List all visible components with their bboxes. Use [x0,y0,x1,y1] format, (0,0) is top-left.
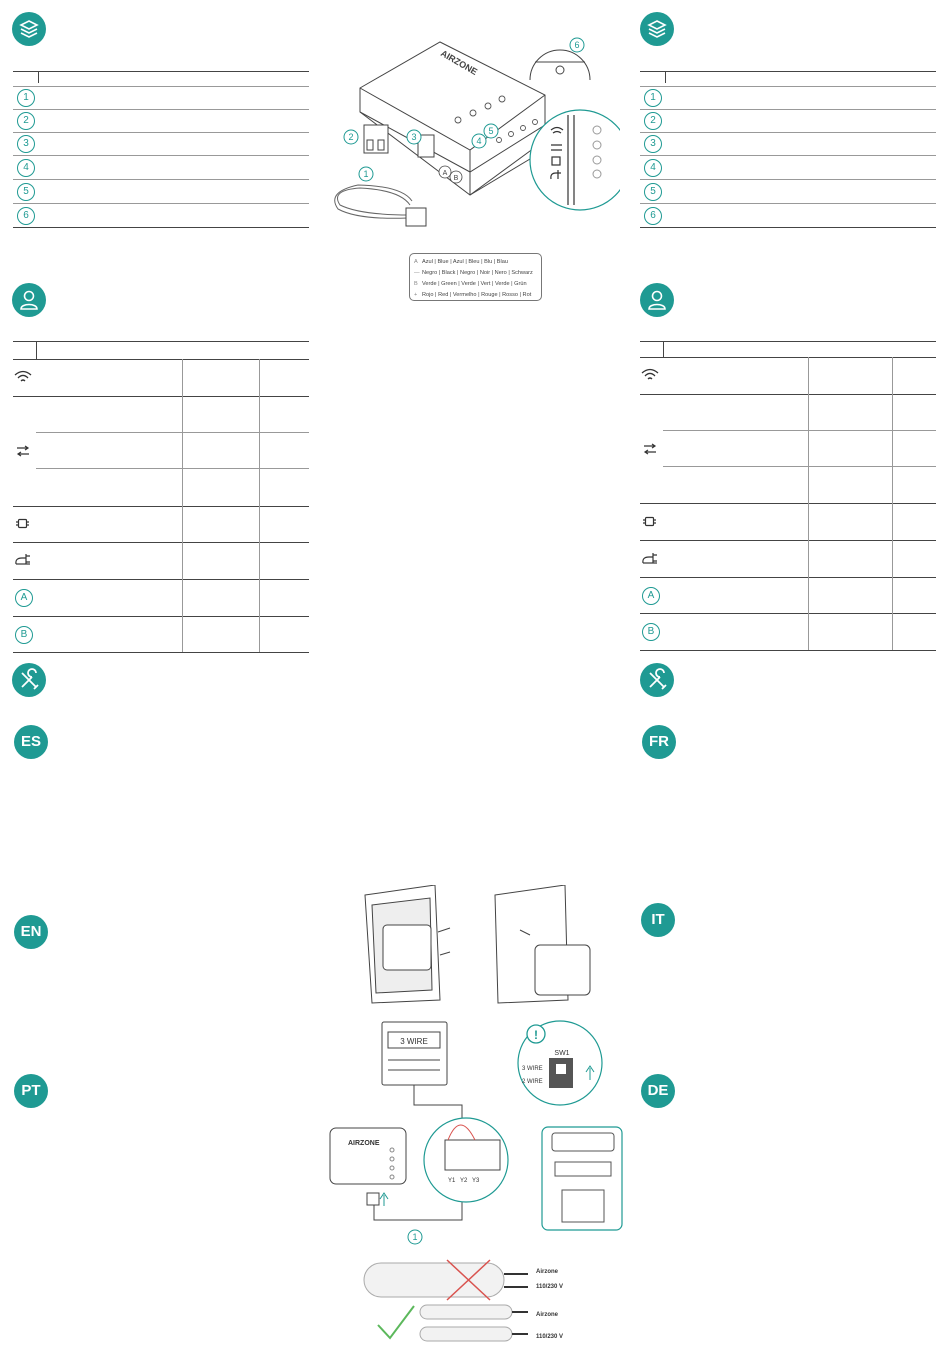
device-brand: AIRZONE [439,48,480,77]
num-4: 4 [644,159,662,177]
callout-a: A [442,170,448,177]
transfer-icon [16,445,30,457]
cable-separation-illustration [360,1255,590,1355]
tools-icon [12,663,46,697]
callout-5: 5 [488,126,494,136]
lang-es: ES [14,725,48,759]
user-icon [12,283,46,317]
num-3: 3 [644,135,662,153]
tools-icon [640,663,674,697]
device-illustration [320,30,620,250]
wire-legend [409,253,542,301]
lang-en: EN [14,915,48,949]
num-1: 1 [17,89,35,107]
alert-mark: ! [534,1028,538,1042]
terminal-y2: Y2 [460,1178,468,1184]
power-icon [641,551,659,565]
cable-label-4: 110/230 V [536,1334,564,1340]
wiring-callout-1: 1 [412,1232,418,1242]
switch-title: SW1 [554,1050,570,1057]
terminal-a: A [642,587,660,605]
cable-label-2: 110/230 V [536,1284,564,1290]
callout-2: 2 [348,132,354,142]
power-icon [14,552,32,566]
thermostat-display: 3 WIRE [400,1037,428,1046]
lang-fr: FR [642,725,676,759]
lang-pt: PT [14,1074,48,1108]
cable-label-1: Airzone [536,1269,559,1275]
num-5: 5 [17,183,35,201]
cable-label-3: Airzone [536,1312,559,1318]
callout-1: 1 [363,169,369,179]
num-2: 2 [17,112,35,130]
transfer-icon [643,443,657,455]
num-3: 3 [17,135,35,153]
callout-6: 6 [574,40,580,50]
callout-b: B [453,175,459,182]
terminal-a: A [15,589,33,607]
wall-mount-illustration [360,885,610,1005]
num-6: 6 [644,207,662,225]
layers-icon [640,12,674,46]
switch-opt1: 3 WIRE [522,1066,543,1072]
num-5: 5 [644,183,662,201]
num-6: 6 [17,207,35,225]
lang-it: IT [641,903,675,937]
terminal-y3: Y3 [472,1178,480,1184]
legend-row: B Verde | Green | Verde | Vert | Verde | Grün [414,281,527,287]
module-brand: AIRZONE [348,1140,380,1147]
chip-icon [16,517,29,530]
layers-icon [12,12,46,46]
wifi-icon [14,370,32,384]
switch-opt2: 2 WIRE [522,1079,543,1085]
legend-row: A Azul | Blue | Azul | Bleu | Blu | Blau [414,259,508,265]
terminal-y1: Y1 [448,1178,456,1184]
wiring-diagram [320,1015,630,1245]
num-1: 1 [644,89,662,107]
callout-3: 3 [411,132,417,142]
legend-row: — Negro | Black | Negro | Noir | Nero | Schwarz [414,270,533,276]
user-icon [640,283,674,317]
num-2: 2 [644,112,662,130]
num-4: 4 [17,159,35,177]
wifi-icon [641,368,659,382]
terminal-b: B [15,626,33,644]
legend-row: + Rojo | Red | Vermelho | Rouge | Rosso | Rot [414,292,532,298]
callout-4: 4 [476,136,482,146]
lang-de: DE [641,1074,675,1108]
terminal-b: B [642,623,660,641]
chip-icon [643,515,656,528]
